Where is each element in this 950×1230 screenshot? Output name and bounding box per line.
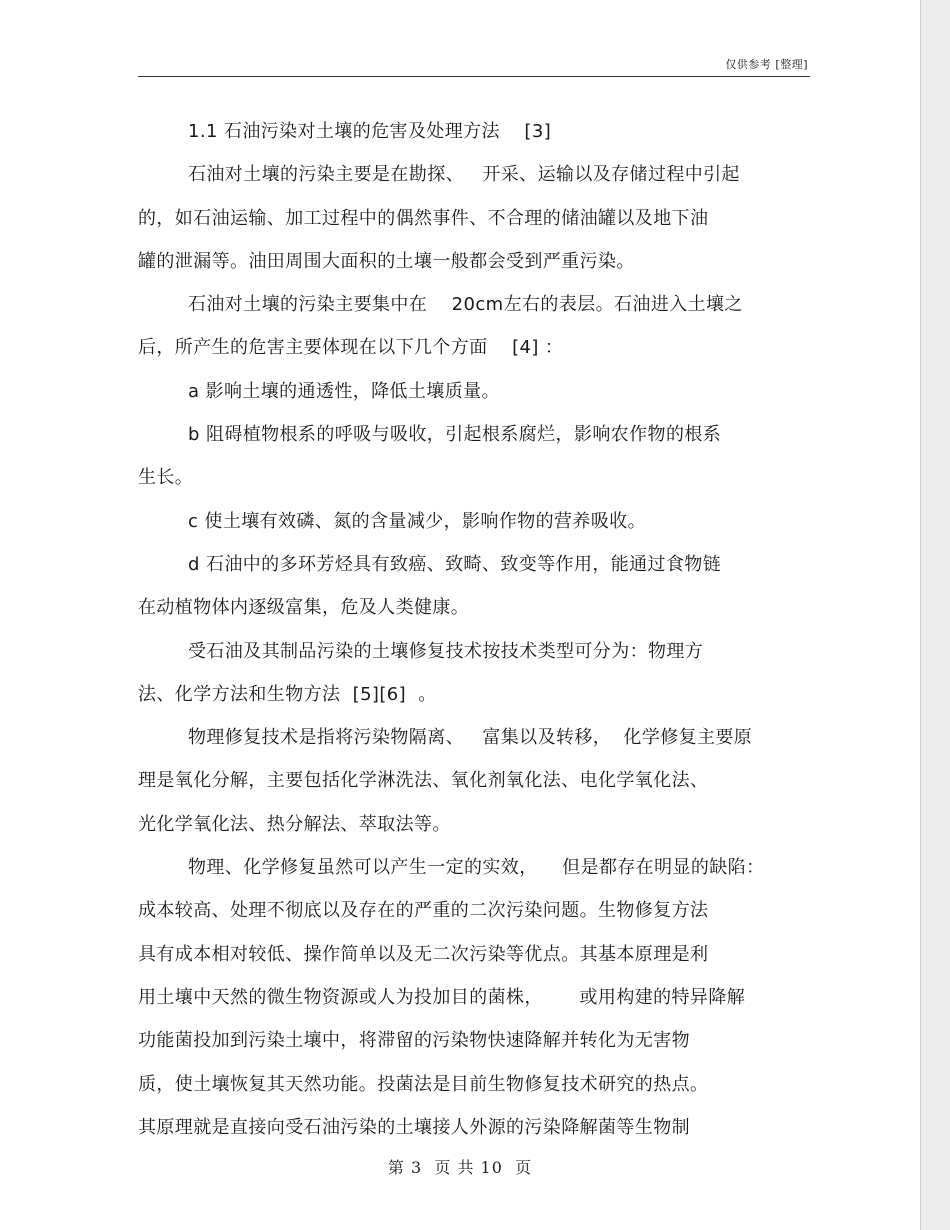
paragraph-line: 罐的泄漏等。油田周围大面积的土壤一般都会受到严重污染。 xyxy=(138,250,635,272)
page-number: 第 3 页 共 10 页 xyxy=(387,1158,533,1177)
paragraph-line: 在动植物体内逐级富集，危及人类健康。 xyxy=(138,597,470,619)
paragraph-line: 后，所产生的危害主要体现在以下几个方面 [4] ： xyxy=(138,337,564,359)
list-item-a: a 影响土壤的通透性，降低土壤质量。 xyxy=(188,380,500,402)
paragraph-line: 功能菌投加到污染土壤中，将滞留的污染物快速降解并转化为无害物 xyxy=(138,1030,690,1052)
list-item-d: d 石油中的多环芳烃具有致癌、致畸、致变等作用，能通过食物链 xyxy=(188,553,722,575)
paragraph-line: 理是氧化分解，主要包括化学淋洗法、氧化剂氧化法、电化学氧化法、 xyxy=(138,770,709,792)
list-item-c: c 使土壤有效磷、氮的含量减少，影响作物的营养吸收。 xyxy=(188,510,647,532)
document-body xyxy=(138,110,810,1149)
list-item-b: b 阻碍植物根系的呼吸与吸收，引起根系腐烂，影响农作物的根系 xyxy=(188,424,722,446)
paragraph-line: 用土壤中天然的微生物资源或人为投加目的菌株， 或用构建的特异降解 xyxy=(138,986,746,1008)
paragraph-line: 的，如石油运输、加工过程中的偶然事件、不合理的储油罐以及地下油 xyxy=(138,207,709,229)
paragraph-line: 成本较高、处理不彻底以及存在的严重的二次污染问题。生物修复方法 xyxy=(138,900,709,922)
paragraph-line: 物理修复技术是指将污染物隔离、 富集以及转移， 化学修复主要原 xyxy=(188,727,753,749)
paragraph-line: 石油对土壤的污染主要是在勘探、 开采、运输以及存储过程中引起 xyxy=(188,164,740,186)
paragraph-line: 质，使土壤恢复其天然功能。投菌法是目前生物修复技术研究的热点。 xyxy=(138,1073,709,1095)
paragraph-line: 具有成本相对较低、操作简单以及无二次污染等优点。其基本原理是利 xyxy=(138,943,709,965)
paragraph-line: 法、化学方法和生物方法 [5][6] 。 xyxy=(138,683,437,705)
paragraph-line: 生长。 xyxy=(138,467,194,489)
paragraph-line: 其原理就是直接向受石油污染的土壤接人外源的污染降解菌等生物制 xyxy=(138,1116,690,1138)
paragraph-line: 受石油及其制品污染的土壤修复技术按技术类型可分为：物理方 xyxy=(188,640,704,662)
section-heading: 1.1 石油污染对土壤的危害及处理方法 [3] xyxy=(188,121,552,142)
paragraph-line: 石油对土壤的污染主要集中在 20cm左右的表层。石油进入土壤之 xyxy=(188,294,743,316)
paragraph-line: 物理、化学修复虽然可以产生一定的实效， 但是都存在明显的缺陷： xyxy=(188,857,765,879)
header-divider xyxy=(138,76,810,77)
paragraph-line: 光化学氧化法、热分解法、萃取法等。 xyxy=(138,813,451,835)
header-label: 仅供参考 [整理] xyxy=(725,58,808,71)
